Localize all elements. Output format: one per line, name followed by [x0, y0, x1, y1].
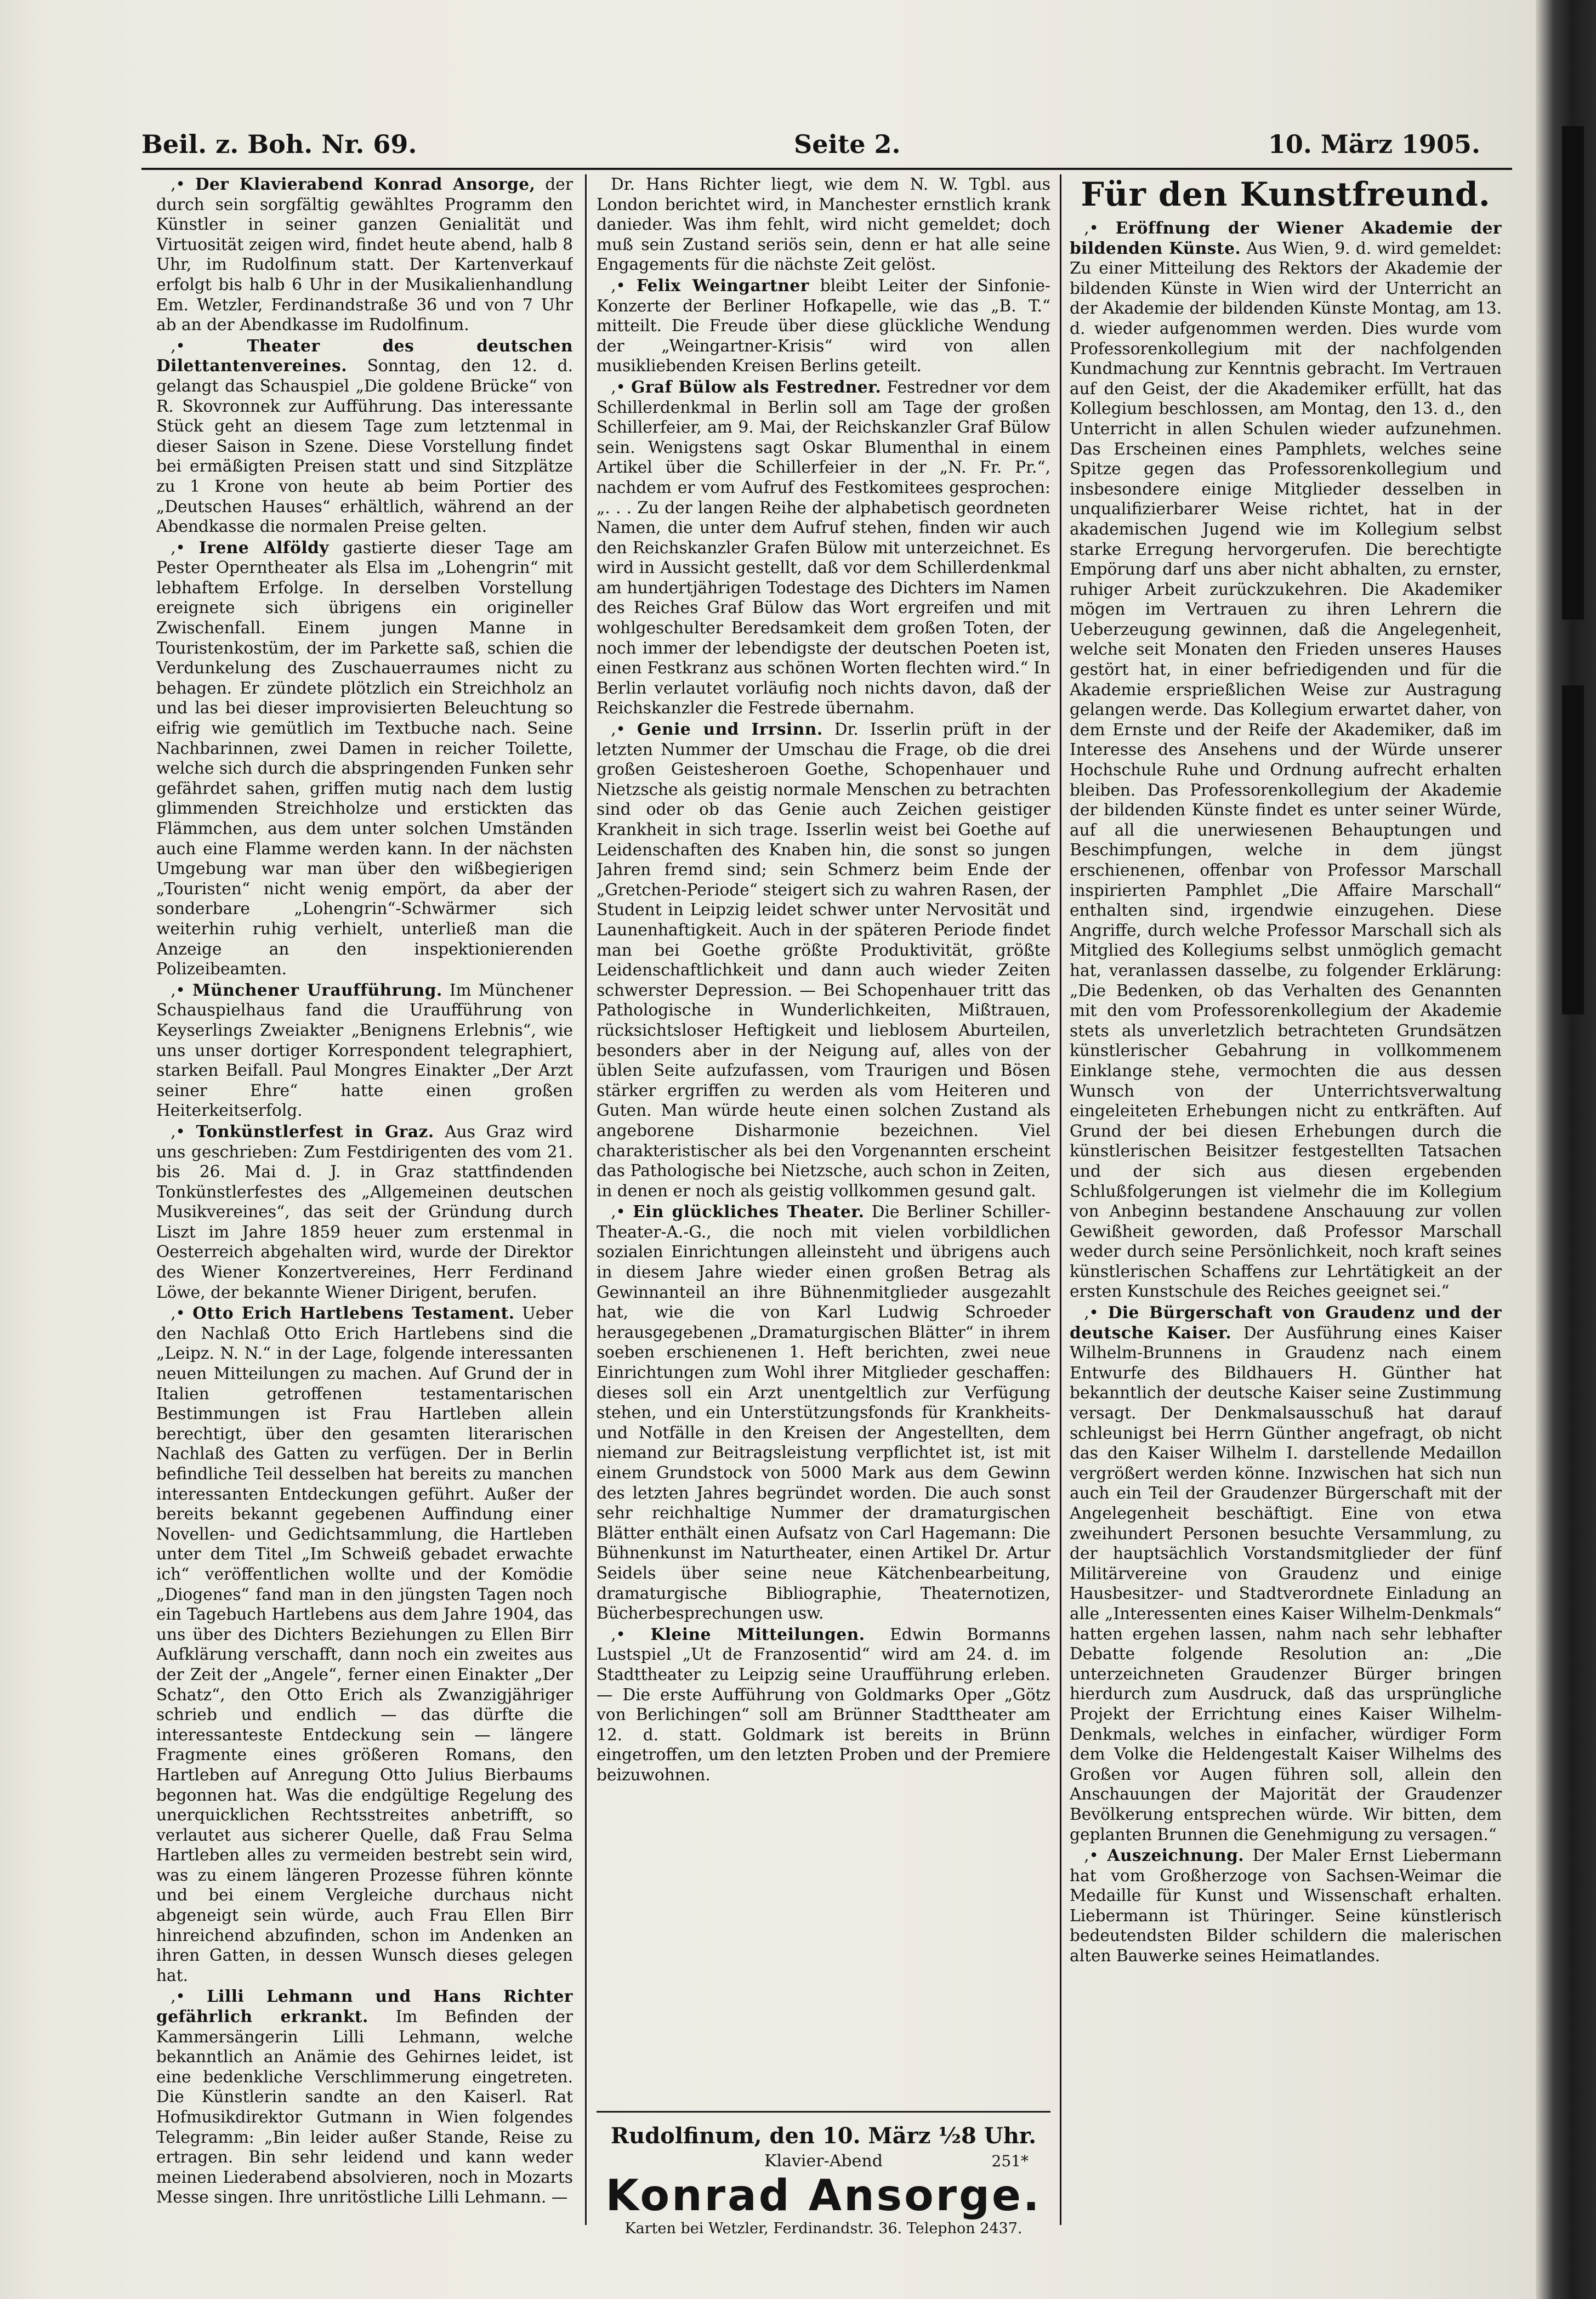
article-text: ‚• Otto Erich Hartlebens Testament. Ueber den Nachlaß Otto Erich Hartlebens sind die „Leipz. N. N.“ in der Lage, folgende interessanten neuen Mitteilungen zu machen. Auf Grund der in Italien getroffenen testamentarischen Bestimmungen ist Frau Hartleben allein berechtigt, über den gesamten literarischen Nachlaß des Gatten zu verfügen. Der in Berlin befindliche Teil desselben hat bereits zu manchen interessanten Entdeckungen geführt. Außer der bereits bekannt gegebenen Auffindung einer Novellen- und Gedichtsammlung, die Hartleben unter dem Titel „Im Schweiß gebadet erwachte ich“ veröffentlichen wollte und der Komödie „Diogenes“ fand man in den jüngsten Tagen noch ein Tagebuch Hartlebens aus dem Jahre 1904, das uns über des Dichters Beziehungen zu Ellen Birr Aufklärung verschafft, dann noch ein zweites aus der Zeit der „Angele“, ferner einen Einakter „Der Schatz“, den Otto Erich als Zwanzigjähriger schrieb und endlich — das dürfte die interessanteste Entdeckung sein — längere Fragmente eines größeren Romans, den Hartleben auf Anregung Otto Julius Bierbaums begonnen hat. Was die endgültige Regelung des unerquicklichen Rechtsstreites anbetrifft, so verlautet aus sicherer Quelle, daß Frau Selma Hartleben alles zu vermeiden bestrebt sein wird, was zu einem längeren Prozesse führen könnte und bei einem Vergleiche durchaus nicht abgeneigt sein würde, auch Frau Ellen Birr hinreichend abzufinden, schon im Andenken an ihren Gatten, in dessen Wunsch dieses gelegen hat. — [156, 1303, 573, 1985]
article-headline: Der Klavierabend Konrad Ansorge, — [195, 174, 536, 194]
article-body: Sonntag, den 12. d. gelangt das Schauspiel „Die goldene Brücke“ von R. Skovronnek zur Aufführung. Das interessante Stück geht an diesem Tage zum letztenmal in dieser Saison in Szene. Diese Vorstellung findet bei ermäßigten Preisen statt und sind Sitzplätze zu 1 Krone von heute ab beim Portier des „Deutschen Hauses“ erhältlich, während an der Abendkasse die normalen Preise gelten. — [156, 356, 573, 536]
article — [597, 174, 1050, 275]
article-text: ‚• Tonkünstlerfest in Graz. Aus Graz wird uns geschrieben: Zum Festdirigenten des vom 21. bis 26. Mai d. J. in Graz stattfindenden Tonkünstlerfestes des „Allgemeinen deutschen Musikvereines“, das seit der Gründung durch Liszt im Jahre 1859 heuer zum erstenmal in Oesterreich abgehalten wird, wurde der Direktor des Wiener Konzertvereines, Herr Ferdinand Löwe, der bekannte Wiener Dirigent, berufen. — [156, 1121, 573, 1302]
article-body: Dr. Hans Richter liegt, wie dem N. W. Tgbl. aus London berichtet wird, in Manchester ernstlich krank danieder. Was ihm fehlt, wird nicht gemeldet; doch muß sein Zustand seriös sein, denn er hat alle seine Engagements für die nächste Zeit gelöst. — [597, 175, 1050, 274]
column-2 — [597, 174, 1050, 2110]
column-1 — [156, 174, 573, 2209]
article-body: der durch sein sorgfältig gewähltes Programm den Künstler in seiner ganzen Genialität und Virtuosität zeigen wird, findet heute abend, halb 8 Uhr, im Rudolfinum statt. Der Kartenverkauf erfolgt bis halb 6 Uhr in der Musikalienhandlung Em. Wetzler, Ferdinandstraße 36 und von 7 Uhr ab an der Abendkasse im Rudolfinum. — [156, 175, 573, 334]
article-body: Dr. Isserlin prüft in der letzten Nummer der Umschau die Frage, ob die drei großen Geistesheroen Goethe, Schopenhauer und Nietzsche als geistig normale Menschen zu betrachten sind oder ob das Genie auch Zeichen geistiger Krankheit in sich trage. Isserlin weist bei Goethe auf Leidenschaften des Knaben hin, die sonst so jungen Jahren fremd sind; sein Schmerz beim Ende der „Gretchen-Periode“ steigert sich zu wahren Rasen, der Student in Leipzig leidet schwer unter Nervosität und Launenhaftigkeit. Auch in der späteren Periode findet man bei Goethe größte Produktivität, größte Leidenschaftlichkeit und dann auch wieder Zeiten schwerster Depression. — Bei Schopenhauer tritt das Pathologische in Wunderlichkeiten, Mißtrauen, rücksichtsloser Heftigkeit und lieblosem Aburteilen, besonders aber in der Neigung auf, alles von der üblen Seite aufzufassen, vom Traurigen und Bösen stärker ergriffen zu werden als vom Heiteren und Guten. Man würde heute einen solchen Zustand als angeborene Disharmonie bezeichnen. Viel charakteristischer als bei den Vorgenannten erscheint das Pathologische bei Nietzsche, auch schon in Zeiten, in denen er noch als geistig vollkommen gesund galt. — [597, 720, 1050, 1200]
article-headline: Felix Weingartner — [636, 275, 809, 295]
column-rule-2 — [1060, 174, 1061, 2225]
article-headline: Ein glückliches Theater. — [633, 1202, 865, 1222]
header-rule — [141, 168, 1512, 170]
article — [156, 1303, 573, 1985]
ad-artist-name: Konrad Ansorge. — [605, 2171, 1042, 2221]
header-center: Seite 2. — [794, 129, 901, 159]
article-text: ‚• Kleine Mitteilungen. Edwin Bormanns Lustspiel „Ut de Franzosentid“ wird am 24. d. im Stadttheater zu Leipzig seine Uraufführung erleben. — Die erste Aufführung von Goldmarks Oper „Götz von Berlichingen“ soll am Brünner Stadttheater am 12. d. statt. Goldmark ist bereits in Brünn eingetroffen, um den letzten Proben und der Premiere beizuwohnen. — [597, 1624, 1050, 1784]
article-headline: Kleine Mitteilungen. — [650, 1624, 865, 1644]
ad-subtitle: Klavier-Abend — [764, 2152, 883, 2171]
article-headline: Genie und Irrsinn. — [637, 719, 823, 739]
article-text: ‚• Eröffnung der Wiener Akademie der bildenden Künste. Aus Wien, 9. d. wird gemeldet: Zu einer Mitteilung des Rektors der Akademie der bildenden Künste in Wien wird der Unterricht an der Akademie der bildenden Künste Montag, am 13. d. wieder aufgenommen werden. Dies wurde vom Professorenkollegium mit der nachfolgenden Kundmachung zur Kenntnis gebracht. Im Vertrauen auf den Geist, der die Akademiker erfüllt, hat das Kollegium beschlossen, am Montag, den 13. d., den Unterricht in allen Schulen wieder aufzunehmen. Das Erscheinen eines Pamphlets, welches seine Spitze gegen das Professorenkollegium und insbesondere einige Mitglieder desselben in unqualifizierbarer Weise richtet, hat in der akademischen Jugend wie im Kollegium selbst starke Erregung hervorgerufen. Die berechtigte Empörung darf uns aber nicht abhalten, zu ernster, ruhiger Arbeit zurückzukehren. Die Akademiker mögen im Vertrauen zu ihren Lehrern die Ueberzeugung gewinnen, daß die Angelegenheit, welche seit Monaten den Frieden unseres Hauses gestört hat, in einer befriedigenden und für die Akademie ersprießlichen Weise zur Austragung gelangen werde. Das Kollegium erwartet daher, von dem Ernste und der Reife der Akademiker, daß im Interesse des Ansehens und der Würde unserer Hochschule Ruhe und Ordnung aufrecht erhalten bleiben. Das Professorenkollegium der Akademie der bildenden Künste findet es unter seiner Würde, auf all die unerwiesenen Behauptungen und Beschimpfungen, welche in dem jüngst erschienenen, offenbar von Professor Marschall inspirierten Pamphlet „Die Affaire Marschall“ enthalten sind, irgendwie einzugehen. Diese Angriffe, durch welche Professor Marschall sich als Mitglied des Kollegiums selbst unmöglich gemacht hat, veranlassen dasselbe, zu folgender Erklärung: „Die Bedenken, ob das Verhalten des Genannten mit den vom Professorenkollegium der Akademie stets als unverletzlich betrachteten Grundsätzen künstlerischer Gebahrung in vollkommenem Einklange stehe, vermochten die aus dessen Wunsch von der Unterrichtsverwaltung eingeleiteten Erhebungen nicht zu entkräften. Auf Grund der bei diesen Erhebungen durch die künstlerischen Beisitzer festgestellten Tatsachen und der sich aus diesen ergebenden Schlußfolgerungen ist vielmehr die im Kollegium von Anbeginn bestandene Anschauung zur vollen Gewißheit geworden, daß Professor Marschall weder durch seine Persönlichkeit, noch kraft seines künstlerischen Schaffens zur Lehrtätigkeit an der ersten Kunstschule des Reiches geeignet sei.“ — [1070, 218, 1502, 1301]
article-body: Der Ausführung eines Kaiser Wilhelm-Brunnens in Graudenz nach einem Entwurfe des Bildhauers H. Günther hat bekanntlich der deutsche Kaiser seine Zustimmung versagt. Der Denkmalsausschuß hat darauf schleunigst bei Herrn Günther angefragt, ob nicht das den Kaiser Wilhelm I. darstellende Medaillon vergrößert werden könne. Inzwischen hat sich nun auch ein Teil der Graudenzer Bürgerschaft mit der Angelegenheit beschäftigt. Eine von etwa zweihundert Personen besuchte Versammlung, zu der hauptsächlich Vorstandsmitglieder der fünf Militärvereine von Graudenz und einige Hausbesitzer- und Stadtverordnete Einladung an alle „Interessenten eines Kaiser Wilhelm-Denkmals“ hatten ergehen lassen, nahm nach sehr lebhafter Debatte folgende Resolution an: „Die unterzeichneten Graudenzer Bürger bringen hierdurch zum Ausdruck, daß das ursprüngliche Projekt der Errichtung eines Kaiser Wilhelm-Denkmals, welches in einfacher, würdiger Form dem Volke die Heldengestalt Kaiser Wilhelms des Großen vor Augen führen soll, allein den Anschauungen der Majorität der Graudenzer Bevölkerung entsprechen würde. Wir bitten, dem geplanten Brunnen die Genehmigung zu versagen.“ — [1070, 1323, 1502, 1844]
article-body: Aus Wien, 9. d. wird gemeldet: Zu einer Mitteilung des Rektors der Akademie der bildenden Künste in Wien wird der Unterricht an der Akademie der bildenden Künste Montag, am 13. d. wieder aufgenommen werden. Dies wurde vom Professorenkollegium mit der nachfolgenden Kundmachung zur Kenntnis gebracht. Im Vertrauen auf den Geist, der die Akademiker erfüllt, hat das Kollegium beschlossen, am Montag, den 13. d., den Unterricht in allen Schulen wieder aufzunehmen. Das Erscheinen eines Pamphlets, welches seine Spitze gegen das Professorenkollegium und insbesondere einige Mitglieder desselben in unqualifizierbarer Weise richtet, hat in der akademischen Jugend wie im Kollegium selbst starke Erregung hervorgerufen. Die berechtigte Empörung darf uns aber nicht abhalten, zu ernster, ruhiger Arbeit zurückzukehren. Die Akademiker mögen im Vertrauen zu ihren Lehrern die Ueberzeugung gewinnen, daß die Angelegenheit, welche seit Monaten den Frieden unseres Hauses gestört hat, in einer befriedigenden und für die Akademie ersprießlichen Weise zur Austragung gelangen werde. Das Kollegium erwartet daher, von dem Ernste und der Reife der Akademiker, daß im Interesse des Ansehens und der Würde unserer Hochschule Ruhe und Ordnung aufrecht erhalten bleiben. Das Professorenkollegium der Akademie der bildenden Künste findet es unter seiner Würde, auf all die unerwiesenen Behauptungen und Beschimpfungen, welche in dem jüngst erschienenen, offenbar von Professor Marschall inspirierten Pamphlet „Die Affaire Marschall“ enthalten sind, irgendwie einzugehen. Diese Angriffe, durch welche Professor Marschall sich als Mitglied des Kollegiums selbst unmöglich gemacht hat, veranlassen dasselbe, zu folgender Erklärung: „Die Bedenken, ob das Verhalten des Genannten mit den vom Professorenkollegium der Akademie stets als unverletzlich betrachteten Grundsätzen künstlerischer Gebahrung in vollkommenem Einklange stehe, vermochten die aus dessen Wunsch von der Unterrichtsverwaltung eingeleiteten Erhebungen nicht zu entkräften. Auf Grund der bei diesen Erhebungen durch die künstlerischen Beisitzer festgestellten Tatsachen und der sich aus diesen ergebenden Schlußfolgerungen ist vielmehr die im Kollegium von Anbeginn bestandene Anschauung zur vollen Gewißheit geworden, daß Professor Marschall weder durch seine Persönlichkeit, noch kraft seines künstlerischen Schaffens zur Lehrtätigkeit an der ersten Kunstschule des Reiches geeignet sei.“ — [1070, 239, 1502, 1301]
article-headline: Otto Erich Hartlebens Testament. — [192, 1303, 515, 1323]
scan-edge-mark — [1562, 685, 1584, 1014]
header-right: 10. März 1905. — [1268, 129, 1480, 159]
article-body: Im Befinden der Kammersängerin Lilli Lehmann, welche bekanntlich an Anämie des Gehirnes leidet, ist eine bedenkliche Verschlimmerung eingetreten. Die Künstlerin sandte an den Kaiserl. Rat Hofmusikdirektor Gutmann in Wien folgendes Telegramm: „Bin leider außer Stande, Reise zu ertragen. Bin sehr leidend und kann weder meinen Liederabend absolvieren, noch in Mozarts Messe singen. Ihre unritöstliche Lilli Lehmann. — — [156, 2007, 573, 2207]
article-body: bleibt Leiter der Sinfonie-Konzerte der Berliner Hofkapelle, wie das „B. T.“ mitteilt. Die Freude über diese glückliche Wendung der „Weingartner-Krisis“ wird von allen musikliebenden Kreisen Berlins geteilt. — [597, 276, 1050, 376]
ad-subtitle-line — [597, 2150, 1050, 2172]
article-text: ‚• Ein glückliches Theater. Die Berliner Schiller-Theater-A.-G., die noch mit vielen vorbildlichen sozialen Einrichtungen alleinsteht und übrigens auch in diesem Jahre wieder einen großen Betrag als Gewinnanteil an ihre Bühnenmitglieder ausgezahlt hat, wie die von Karl Ludwig Schroeder herausgegebenen „Dramaturgischen Blätter“ in ihrem soeben erschienenen 1. Heft berichten, zwei neue Einrichtungen zum Wohl ihrer Mitglieder geschaffen: dieses soll ein Arzt unentgeltlich zur Verfügung stehen, und ein Unterstützungsfonds für Krankheits- und Notfälle in den Kreisen der Angestellten, dem niemand zur Beitragsleistung verpflichtet ist, ist mit einem Grundstock von 5000 Mark aus dem Gewinn des letzten Jahres begründet worden. Die auch sonst sehr reichhaltige Nummer der dramaturgischen Blätter enthält einen Aufsatz von Carl Hagemann: Die Bühnenkunst im Naturtheater, einen Artikel Dr. Artur Seidels über seine neue Kätchenbearbeitung, dramaturgische Bibliographie, Theaternotizen, Bücherbesprechungen usw. — [597, 1202, 1050, 1623]
article — [597, 1202, 1050, 1623]
page-header — [141, 125, 1480, 163]
article — [597, 276, 1050, 376]
article — [156, 336, 573, 537]
article-headline: Irene Alföldy — [199, 537, 330, 557]
article-headline: Eröffnung der Wiener Akademie der bildenden Künste. — [1070, 218, 1502, 258]
article-text: ‚• Graf Bülow als Festredner. Festredner vor dem Schillerdenkmal in Berlin soll am Tage der großen Schillerfeier, am 9. Mai, der Reichskanzler Graf Bülow sein. Wenigstens sagt Oskar Blumenthal in einem Artikel über die Schillerfeier in der „N. Fr. Pr.“, nachdem er vom Aufruf des Festkomitees gesprochen: „. . . Zu der langen Reihe der alphabetisch geordneten Namen, die unter dem Aufruf stehen, finden wir auch den Reichskanzler Grafen Bülow mit unterzeichnet. Es wird in Aussicht gestellt, daß vor dem Schillerdenkmal am hundertjährigen Todestage des Dichters im Namen des Reiches Graf Bülow das Wort ergreifen und mit wohlgeschulter Beredsamkeit dem großen Toten, der noch immer der lebendigste der deutschen Poeten ist, einen Festkranz aus schönen Worten flechten wird.“ In Berlin verlautet vorläufig noch nichts davon, daß der Reichskanzler die Festrede übernahm. — [597, 377, 1050, 718]
scan-edge-mark — [1562, 126, 1584, 620]
article-body: Aus Graz wird uns geschrieben: Zum Festdirigenten des vom 21. bis 26. Mai d. J. in Graz stattfindenden Tonkünstlerfestes des „Allgemeinen deutschen Musikvereines“, das seit der Gründung durch Liszt im Jahre 1859 heuer zum erstenmal in Oesterreich abgehalten wird, wurde der Direktor des Wiener Konzertvereines, Herr Ferdinand Löwe, der bekannte Wiener Dirigent, berufen. — [156, 1122, 573, 1302]
article — [597, 1625, 1050, 1785]
article-body: gastierte dieser Tage am Pester Operntheater als Elsa im „Lohengrin“ mit lebhaftem Erfolge. In derselben Vorstellung ereignete sich übrigens ein origineller Zwischenfall. Einem jungen Manne in Touristenkostüm, der im Parkette saß, schien die Verdunkelung des Zuschauerraumes nicht zu behagen. Er zündete plötzlich ein Streichholz an und las bei dieser improvisierten Beleuchtung so eifrig wie gemütlich im Textbuche nach. Seine Nachbarinnen, zwei Damen in reicher Toilette, welche sich durch die abspringenden Funken sehr gefährdet sahen, griffen mutig nach dem lustig glimmenden Streichholze und erstickten das Flämmchen, aus dem unter solchen Umständen auch eine Flamme werden kann. In der nächsten Umgebung war man über den wißbegierigen „Touristen“ nicht wenig empört, da aber der sonderbare „Lohengrin“-Schwärmer sich weiterhin ruhig verhielt, unterließ man die Anzeige an den inspektionierenden Polizeibeamten. — [156, 538, 573, 979]
article-headline: Die Bürgerschaft von Graudenz und der deutsche Kaiser. — [1070, 1303, 1502, 1342]
article — [156, 980, 573, 1121]
article-headline: Theater des deutschen Dilettantenvereines. — [156, 336, 573, 376]
article — [156, 1986, 573, 2207]
ad-ticket-line: Karten bei Wetzler, Ferdinandstr. 36. Telephon 2437. — [624, 2220, 1023, 2237]
article-text: ‚• Der Klavierabend Konrad Ansorge, der durch sein sorgfältig gewähltes Programm den Künstler in seiner ganzen Genialität und Virtuosität zeigen wird, findet heute abend, halb 8 Uhr, im Rudolfinum statt. Der Kartenverkauf erfolgt bis halb 6 Uhr in der Musikalienhandlung Em. Wetzler, Ferdinandstraße 36 und von 7 Uhr ab an der Abendkasse im Rudolfinum. — [156, 174, 573, 334]
scan-edge — [1536, 0, 1596, 2299]
article-text: ‚• Die Bürgerschaft von Graudenz und der deutsche Kaiser. Der Ausführung eines Kaiser Wilhelm-Brunnens in Graudenz nach einem Entwurfe des Bildhauers H. Günther hat bekanntlich der deutsche Kaiser seine Zustimmung versagt. Der Denkmalsausschuß hat darauf schleunigst bei Herrn Günther angefragt, ob nicht das den Kaiser Wilhelm I. darstellende Medaillon vergrößert werden könne. Inzwischen hat sich nun auch ein Teil der Graudenzer Bürgerschaft mit der Angelegenheit beschäftigt. Eine von etwa zweihundert Personen besuchte Versammlung, zu der hauptsächlich Vorstandsmitglieder der fünf Militärvereine von Graudenz und einige Hausbesitzer- und Stadtverordnete Einladung an alle „Interessenten eines Kaiser Wilhelm-Denkmals“ hatten ergehen lassen, nahm nach sehr lebhafter Debatte folgende Resolution an: „Die unterzeichneten Graudenzer Bürger bringen hierdurch zum Ausdruck, daß das ursprüngliche Projekt der Errichtung eines Kaiser Wilhelm-Denkmals, welches in einfacher, würdiger Form dem Volke die Heldengestalt Kaiser Wilhelms des Großen vor Augen führen soll, allein den Anschauungen der Majorität der Graudenzer Bevölkerung entsprechen würde. Wir bitten, dem geplanten Brunnen die Genehmigung zu versagen.“ — [1070, 1303, 1502, 1844]
article — [156, 1122, 573, 1302]
column-rule-1 — [585, 174, 587, 2225]
article — [597, 719, 1050, 1201]
article-body: Ueber den Nachlaß Otto Erich Hartlebens sind die „Leipz. N. N.“ in der Lage, folgende interessanten neuen Mitteilungen zu machen. Auf Grund der in Italien getroffenen testamentarischen Bestimmungen ist Frau Hartleben allein berechtigt, über den gesamten literarischen Nachlaß des Gatten zu verfügen. Der in Berlin befindliche Teil desselben hat bereits zu manchen interessanten Entdeckungen geführt. Außer der bereits bekannt gegebenen Auffindung einer Novellen- und Gedichtsammlung, die Hartleben unter dem Titel „Im Schweiß gebadet erwachte ich“ veröffentlichen wollte und der Komödie „Diogenes“ fand man in den jüngsten Tagen noch ein Tagebuch Hartlebens aus dem Jahre 1904, das uns über des Dichters Beziehungen zu Ellen Birr Aufklärung verschafft, dann noch ein zweites aus der Zeit der „Angele“, ferner einen Einakter „Der Schatz“, den Otto Erich als Zwanzigjähriger schrieb und endlich — das dürfte die interessanteste Entdeckung sein — längere Fragmente eines größeren Romans, den Hartleben auf Anregung Otto Julius Bierbaums begonnen hat. Was die endgültige Regelung des unerquicklichen Rechtsstreites anbetrifft, so verlautet aus sicherer Quelle, daß Frau Selma Hartleben alles zu vermeiden bestrebt sein wird, was zu einem längeren Prozesse führen könnte und bei einem Vergleiche durchaus nicht abgeneigt sein würde, auch Frau Ellen Birr hinreichend abzufinden, schon im Andenken an ihren Gatten, in dessen Wunsch dieses gelegen hat. — [156, 1304, 573, 1985]
article-text: ‚• Genie und Irrsinn. Dr. Isserlin prüft in der letzten Nummer der Umschau die Frage, ob die drei großen Geistesheroen Goethe, Schopenhauer und Nietzsche als geistig normale Menschen zu betrachten sind oder ob das Genie auch Zeichen geistiger Krankheit in sich trage. Isserlin weist bei Goethe auf Leidenschaften des Knaben hin, die sonst so jungen Jahren fremd sind; sein Schmerz beim Ende der „Gretchen-Periode“ steigert sich zu wahren Rasen, der Student in Leipzig leidet schwer unter Nervosität und Launenhaftigkeit. Auch in der späteren Periode findet man bei Goethe größte Produktivität, größte Leidenschaftlichkeit und dann auch wieder Zeiten schwerster Depression. — Bei Schopenhauer tritt das Pathologische in Wunderlichkeiten, Mißtrauen, rücksichtsloser Heftigkeit und lieblosem Aburteilen, besonders aber in der Neigung auf, alles von der üblen Seite aufzufassen, vom Traurigen und Bösen stärker ergriffen zu werden als vom Heiteren und Guten. Man würde heute einen solchen Zustand als angeborene Disharmonie bezeichnen. Viel charakteristischer als bei den Vorgenannten erscheint das Pathologische bei Nietzsche, auch schon in Zeiten, in denen er noch als geistig vollkommen gesund galt. — [597, 719, 1050, 1200]
article — [156, 174, 573, 335]
article-text: ‚• Theater des deutschen Dilettantenvereines. Sonntag, den 12. d. gelangt das Schauspiel „Die goldene Brücke“ von R. Skovronnek zur Aufführung. Das interessante Stück geht an diesem Tage zum letztenmal in dieser Saison in Szene. Diese Vorstellung findet bei ermäßigten Preisen statt und sind Sitzplätze zu 1 Krone von heute ab beim Portier des „Deutschen Hauses“ erhältlich, während an der Abendkasse die normalen Preise gelten. — [156, 336, 573, 536]
article-text: ‚• Münchener Uraufführung. Im Münchener Schauspielhaus fand die Uraufführung von Keyserlings Zweiakter „Benignens Erlebnis“, wie uns unser dortiger Korrespondent telegraphiert, starken Beifall. Paul Mongres Einakter „Der Arzt seiner Ehre“ hatte einen großen Heiterkeitserfolg. — [156, 980, 573, 1120]
article — [156, 538, 573, 979]
article-body: Im Münchener Schauspielhaus fand die Uraufführung von Keyserlings Zweiakter „Benignens Erlebnis“, wie uns unser dortiger Korrespondent telegraphiert, starken Beifall. Paul Mongres Einakter „Der Arzt seiner Ehre“ hatte einen großen Heiterkeitserfolg. — [156, 980, 573, 1120]
article-headline: Lilli Lehmann und Hans Richter gefährlich erkrankt. — [156, 1986, 573, 2026]
article-body: Edwin Bormanns Lustspiel „Ut de Franzosentid“ wird am 24. d. im Stadttheater zu Leipzig seine Uraufführung erleben. — Die erste Aufführung von Goldmarks Oper „Götz von Berlichingen“ soll am Brünner Stadttheater am 12. d. statt. Goldmark ist bereits in Brünn eingetroffen, um den letzten Proben und der Premiere beizuwohnen. — [597, 1625, 1050, 1784]
article — [1070, 1303, 1502, 1844]
section-title: Für den Kunstfreund. — [1081, 175, 1491, 214]
header-left: Beil. z. Boh. Nr. 69. — [141, 129, 417, 159]
ad-venue-line: Rudolfinum, den 10. März ½8 Uhr. — [610, 2123, 1037, 2149]
article-text: ‚• Lilli Lehmann und Hans Richter gefährlich erkrankt. Im Befinden der Kammersängerin Lilli Lehmann, welche bekanntlich an Anämie des Gehirnes leidet, ist eine bedenkliche Verschlimmerung eingetreten. Die Künstlerin sandte an den Kaiserl. Rat Hofmusikdirektor Gutmann in Wien folgendes Telegramm: „Bin leider außer Stande, Reise zu ertragen. Bin sehr leidend und kann weder meinen Liederabend absolvieren, noch in Mozarts Messe singen. Ihre unritöstliche Lilli Lehmann. — — [156, 1986, 573, 2207]
ad-rule — [597, 2111, 1050, 2113]
article-body: Die Berliner Schiller-Theater-A.-G., die noch mit vielen vorbildlichen sozialen Einrichtungen alleinsteht und übrigens auch in diesem Jahre wieder einen großen Betrag als Gewinnanteil an ihre Bühnenmitglieder ausgezahlt hat, wie die von Karl Ludwig Schroeder herausgegebenen „Dramaturgischen Blätter“ in ihrem soeben erschienenen 1. Heft berichten, zwei neue Einrichtungen zum Wohl ihrer Mitglieder geschaffen: dieses soll ein Arzt unentgeltlich zur Verfügung stehen, und ein Unterstützungsfonds für Krankheits- und Notfälle in den Kreisen der Angestellten, dem niemand zur Beitragsleistung verpflichtet ist, ist mit einem Grundstock von 5000 Mark aus dem Gewinn des letzten Jahres begründet worden. Die auch sonst sehr reichhaltige Nummer der dramaturgischen Blätter enthält einen Aufsatz von Carl Hagemann: Die Bühnenkunst im Naturtheater, einen Artikel Dr. Artur Seidels über seine neue Kätchenbearbeitung, dramaturgische Bibliographie, Theaternotizen, Bücherbesprechungen usw. — [597, 1202, 1050, 1623]
column-3-articles — [1070, 218, 1502, 1966]
article-headline: Auszeichnung. — [1107, 1846, 1245, 1865]
article-text — [597, 174, 1050, 275]
article-body: Festredner vor dem Schillerdenkmal in Berlin soll am Tage der großen Schillerfeier, am 9. Mai, der Reichskanzler Graf Bülow sein. Wenigstens sagt Oskar Blumenthal in einem Artikel über die Schillerfeier in der „N. Fr. Pr.“, nachdem er vom Aufruf des Festkomitees gesprochen: „. . . Zu der langen Reihe der alphabetisch geordneten Namen, die unter dem Aufruf stehen, finden wir auch den Reichskanzler Grafen Bülow mit unterzeichnet. Es wird in Aussicht gestellt, daß vor dem Schillerdenkmal am hundertjährigen Todestage des Dichters im Namen des Reiches Graf Bülow das Wort ergreifen und mit wohlgeschulter Beredsamkeit dem großen Toten, der noch immer der lebendigste der deutschen Poeten ist, einen Festkranz aus schönen Worten flechten wird.“ In Berlin verlautet vorläufig noch nichts davon, daß der Reichskanzler die Festrede übernahm. — [597, 377, 1050, 718]
article-text: ‚• Felix Weingartner bleibt Leiter der Sinfonie-Konzerte der Berliner Hofkapelle, wie das „B. T.“ mitteilt. Die Freude über diese glückliche Wendung der „Weingartner-Krisis“ wird von allen musikliebenden Kreisen Berlins geteilt. — [597, 275, 1050, 376]
article-text: ‚• Auszeichnung. Der Maler Ernst Liebermann hat vom Großherzoge von Sachsen-Weimar die Medaille für Kunst und Wissenschaft erhalten. Liebermann ist Thüringer. Seine künstlerisch bedeutendsten Bilder schildern die malerischen alten Bauwerke seines Heimatlandes. — [1070, 1846, 1502, 1966]
article — [1070, 218, 1502, 1302]
concert-advertisement — [597, 2122, 1050, 2253]
article-body: Der Maler Ernst Liebermann hat vom Großherzoge von Sachsen-Weimar die Medaille für Kunst und Wissenschaft erhalten. Liebermann ist Thüringer. Seine künstlerisch bedeutendsten Bilder schildern die malerischen alten Bauwerke seines Heimatlandes. — [1070, 1846, 1502, 1966]
column-3 — [1070, 174, 1502, 2209]
article — [597, 377, 1050, 718]
article-headline: Tonkünstlerfest in Graz. — [196, 1121, 434, 1141]
ad-number: 251* — [991, 2152, 1029, 2170]
article — [1070, 1846, 1502, 1966]
article-headline: Graf Bülow als Festredner. — [631, 377, 882, 396]
article-headline: Münchener Uraufführung. — [192, 980, 442, 1000]
article-text: ‚• Irene Alföldy gastierte dieser Tage am Pester Operntheater als Elsa im „Lohengrin“ mit lebhaftem Erfolge. In derselben Vorstellung ereignete sich übrigens ein origineller Zwischenfall. Einem jungen Manne in Touristenkostüm, der im Parkette saß, schien die Verdunkelung des Zuschauerraumes nicht zu behagen. Er zündete plötzlich ein Streichholz an und las bei dieser improvisierten Beleuchtung so eifrig wie gemütlich im Textbuche nach. Seine Nachbarinnen, zwei Damen in reicher Toilette, welche sich durch die abspringenden Funken sehr gefährdet sahen, griffen mutig nach dem lustig glimmenden Streichholze und erstickten das Flämmchen, aus dem unter solchen Umständen auch eine Flamme werden kann. In der nächsten Umgebung war man über den wißbegierigen „Touristen“ nicht wenig empört, da aber der sonderbare „Lohengrin“-Schwärmer sich weiterhin ruhig verhielt, unterließ man die Anzeige an den inspektionierenden Polizeibeamten. — [156, 537, 573, 979]
